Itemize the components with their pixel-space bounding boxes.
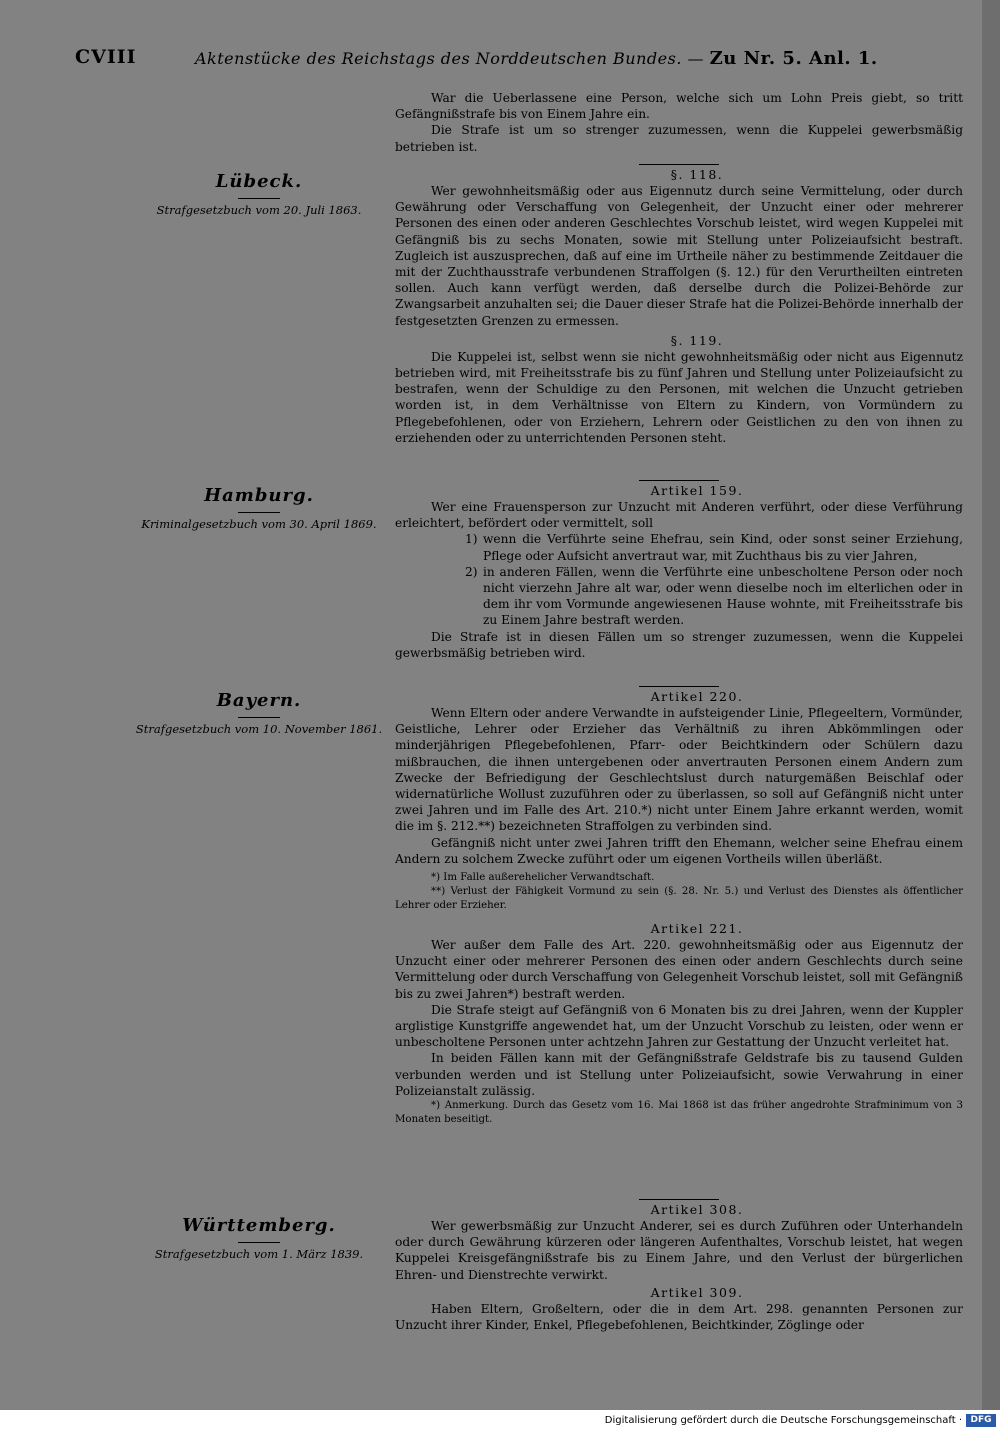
section-heading: Artikel 221. [650,921,744,937]
section-wuerttemberg [395,1195,963,1333]
paragraph: Wenn Eltern oder andere Verwandte in aufsteigender Linie, Pflegeeltern, Vormünder, Geistliche, Lehrer oder Erzieher das Verhältniß zu ihren Abkömmlingen oder minderjährigen Pflegebefohlenen, Pfarr- oder Beichtkindern oder Schülern dazu mißbrauchen, die ihnen untergebenen oder anvertrauten Personen einem Andern zum Zwecke der Befriedigung der Geschlechtslust durch naturgemäßen Beischlaf oder widernatürliche Wollust zuzuführen oder zu überlassen, so soll auf Gefängniß nicht unter zwei Jahren und im Falle des Art. 210.*) nicht unter Einem Jahre erkannt werden, womit die im §. 212.**) bezeichneten Straffolgen zu verbinden sind. [395,706,963,834]
section-heading: Artikel 159. [650,483,744,498]
footnote: **) Verlust der Fähigkeit Vormund zu sein (§. 28. Nr. 5.) und Verlust des Dienstes als öffentlicher Lehrer oder Erzieher. [395,886,963,912]
state-name: Lübeck. [215,171,303,192]
sidebar-entry-luebeck [118,171,400,217]
section-bayern [395,682,963,1127]
section-heading: Artikel 220. [650,689,744,704]
paragraph: War die Ueberlassene eine Person, welche sich um Lohn Preis giebt, so tritt Gefängnißstrafe bis von Einem Jahre ein. [395,91,963,122]
list-item [465,531,963,563]
section-luebeck [395,160,963,446]
paragraph: Die Strafe steigt auf Gefängniß von 6 Monaten bis zu drei Jahren, wenn der Kuppler arglistige Kunstgriffe angewendet hat, um der Unzucht Vorschub zu leisten, oder wenn er unbescholtene Personen unter achtzehn Jahren zur Gestattung der Unzucht verleitet hat. [395,1002,963,1050]
paragraph: In beiden Fällen kann mit der Gefängnißstrafe Geldstrafe bis zu tausend Gulden verbunden werden und ist Stellung unter Polizeiaufsicht, sowie Verwahrung in einer Polizeianstalt zulässig. [395,1051,963,1098]
page-number: CVIII [75,46,137,68]
item-number: 2) [465,564,478,579]
paragraph: Haben Eltern, Großeltern, oder die in dem Art. 298. genannten Personen zur Unzucht ihrer Kinder, Enkel, Pflegebefohlenen, Beichtkinder, Zöglinge oder [395,1301,963,1333]
state-name: Hamburg. [204,485,314,506]
paragraph: Gefängniß nicht unter zwei Jahren trifft den Ehemann, welcher seine Ehefrau einem Andern zu solchem Zwecke zuführt oder um eigenen Vortheils willen überläßt. [395,835,963,866]
divider [238,717,280,718]
sidebar-entry-wuerttemberg [118,1215,400,1261]
item-text: wenn die Verführte seine Ehefrau, sein Kind, oder sonst seiner Erziehung, Pflege oder Aufsicht anvertraut war, mit Zuchthaus bis zu vier Jahren, [483,532,963,563]
section-rule [639,1199,719,1200]
sidebar-entry-bayern [118,690,400,736]
running-title: Aktenstücke des Reichstags des Norddeutschen Bundes. — [195,49,705,68]
item-text: in anderen Fällen, wenn die Verführte eine unbescholtene Person oder noch nicht vierzehn Jahre alt war, oder wenn dieselbe noch im elterlichen oder in dem ihr vom Vormunde angewiesenen Hause wohnte, mit Freiheitsstrafe bis zu Einem Jahre bestraft werden. [483,564,963,628]
paragraph: Wer gewohnheitsmäßig oder aus Eigennutz durch seine Vermittelung, oder durch Gewährung oder Verschaffung von Gelegenheit, der Unzucht einer oder mehrerer Personen des einen oder anderen Geschlechtes Vorschub leistet, wird wegen Kuppelei mit Gefängniß bis zu sechs Monaten, sowie mit Stellung unter Polizeiaufsicht bestraft. Zugleich ist auszusprechen, daß auf eine im Urtheile näher zu bestimmende Zeitdauer die mit der Zuchthausstrafe verbundenen Straffolgen (§. 12.) für den Verurtheilten eintreten sollen. Auch kann verfügt werden, daß derselbe durch die Polizei-Behörde zur Zwangsarbeit anzuhalten sei; die Dauer dieser Strafe hat die Polizei-Behörde innerhalb der festgesetzten Grenzen zu ermessen. [395,184,963,328]
section-heading: Artikel 308. [650,1202,744,1217]
paragraph: Wer gewerbsmäßig zur Unzucht Anderer, sei es durch Zuführen oder Unterhandeln oder durch Gewährung kürzeren oder längeren Aufenthaltes, Vorschub leistet, hat wegen Kuppelei Kreisgefängnißstrafe bis zu Einem Jahre, und den Verlust der bürgerlichen Ehren- und Dienstrechte verwirkt. [395,1219,963,1282]
section-heading: Artikel 309. [650,1284,744,1300]
code-reference: Kriminalgesetzbuch vom 30. April 1869. [141,517,377,531]
divider [238,512,280,513]
state-name: Bayern. [216,690,302,711]
paragraph: Die Strafe ist um so strenger zuzumessen, wenn die Kuppelei gewerbsmäßig betrieben ist. [395,123,963,154]
sidebar-entry-hamburg [118,485,400,531]
divider [238,1242,280,1243]
code-reference: Strafgesetzbuch vom 10. November 1861. [135,722,383,736]
state-name: Württemberg. [182,1215,336,1236]
section-heading: §. 119. [670,332,724,348]
dfg-logo: DFG [966,1414,996,1427]
section-rule [639,480,719,481]
section-rule [639,686,719,687]
digitization-footer [0,1410,1000,1432]
running-header [195,48,878,69]
document-reference: Zu Nr. 5. Anl. 1. [709,48,878,69]
paragraph: Die Kuppelei ist, selbst wenn sie nicht gewohnheitsmäßig oder nicht aus Eigennutz betrieben wird, mit Freiheitsstrafe bis zu fünf Jahren und Stellung unter Polizeiaufsicht zu bestrafen, wenn der Schuldige zu den Personen, mit welchen die Unzucht getrieben worden ist, in dem Verhältnisse von Eltern zu Kindern, von Vormündern zu Pflegebefohlenen, oder von Erziehern, Lehrern oder Geistlichen zu den von ihnen zu erziehenden oder zu unterrichtenden Personen steht. [395,349,963,445]
paragraph: Die Strafe ist in diesen Fällen um so strenger zuzumessen, wenn die Kuppelei gewerbsmäßig betrieben wird. [395,629,963,660]
page-edge-shadow [982,0,1000,1410]
section-heading: §. 118. [670,167,724,182]
list-item [465,564,963,629]
footnote: *) Anmerkung. Durch das Gesetz vom 16. Mai 1868 ist das früher angedrohte Strafminimum von 3 Monaten beseitigt. [395,1100,963,1126]
divider [238,198,280,199]
section-intro [395,90,963,155]
section-hamburg [395,476,963,661]
code-reference: Strafgesetzbuch vom 1. März 1839. [154,1247,364,1261]
section-rule [639,164,719,165]
funding-credit: Digitalisierung gefördert durch die Deutsche Forschungsgemeinschaft · [604,1415,962,1426]
code-reference: Strafgesetzbuch vom 20. Juli 1863. [156,203,362,217]
paragraph: Wer eine Frauensperson zur Unzucht mit Anderen verführt, oder diese Verführung erleichtert, befördert oder vermittelt, soll [395,500,963,531]
paragraph: Wer außer dem Falle des Art. 220. gewohnheitsmäßig oder aus Eigennutz der Unzucht einer oder mehrerer Personen des einen oder andern Geschlechts durch seine Vermittelung oder durch Verschaffung von Gelegenheit Vorschub leistet, soll mit Gefängniß bis zu zwei Jahren*) bestraft werden. [395,938,963,1001]
item-number: 1) [465,532,478,547]
footnote: *) Im Falle außerehelicher Verwandtschaft. [431,872,655,884]
